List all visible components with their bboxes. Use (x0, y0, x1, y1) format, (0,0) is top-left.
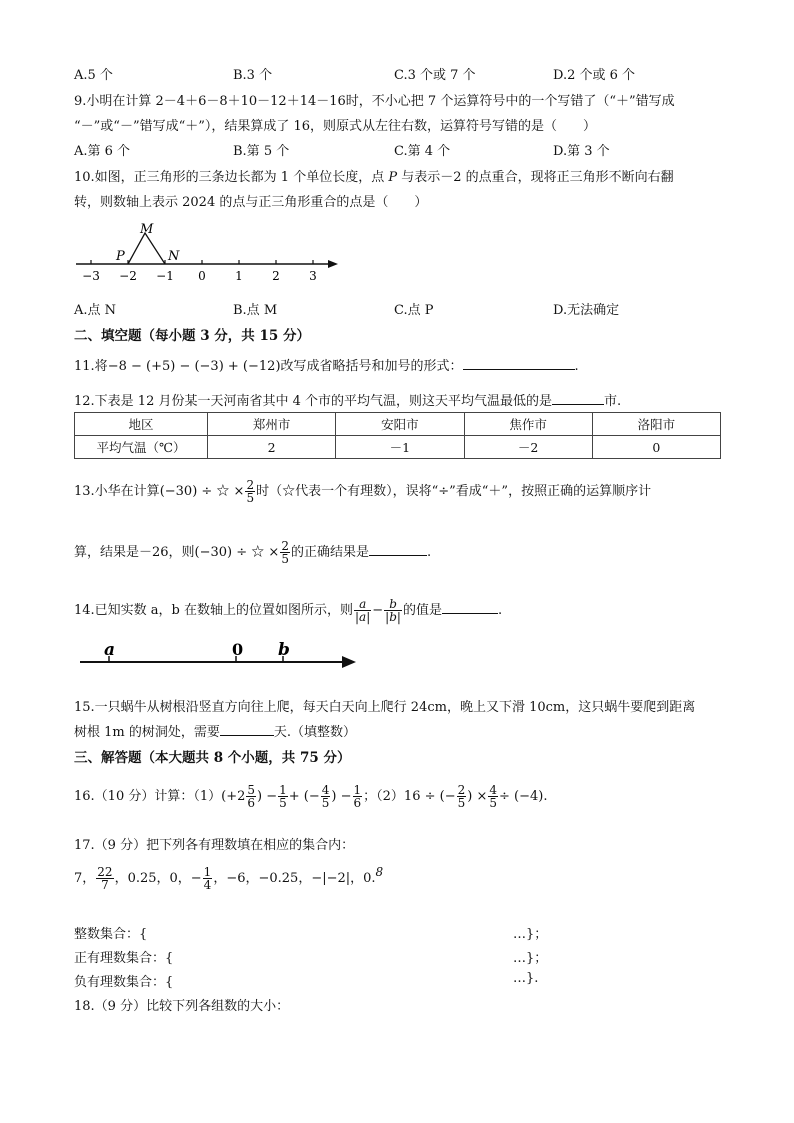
q10-tick-label: 2 (272, 269, 280, 283)
q10-tick-label: 3 (309, 269, 317, 283)
vertex-label-p: P (116, 249, 125, 264)
q13-answer-blank[interactable] (369, 555, 427, 556)
q14-number-line-figure (76, 636, 361, 670)
point-label-b: b (278, 640, 290, 660)
q9-line-2: “－”或“－”错写成“＋”），结果算成了 16，则原式从左往右数，运算符号写错的是（ ） (74, 119, 597, 134)
q10-tick-label: −3 (82, 269, 100, 283)
table-header-cell: 郑州市 (208, 413, 336, 436)
q8-option-b: B.3 个 (233, 68, 273, 83)
q17-positive-set: 正有理数集合：{ (74, 951, 174, 966)
q10-line-2: 转，则数轴上表示 2024 的点与正三角形重合的点是（ ） (74, 195, 428, 210)
q15-line-1: 15.一只蜗牛从树根沿竖直方向往上爬，每天白天向上爬行 24cm，晚上又下滑 10cm，这只蜗牛要爬到距离 (74, 700, 696, 715)
table-cell: 0 (592, 436, 720, 459)
q12-answer-blank[interactable] (552, 404, 604, 405)
table-header-row (75, 413, 721, 436)
vertex-label-m: M (140, 222, 154, 237)
point-label-a: a (104, 640, 116, 660)
q10-line-1: 10.如图，正三角形的三条边长都为 1 个单位长度，点 P 与表示－2 的点重合，现将正三角形不断向右翻 (74, 170, 674, 185)
q17-positive-set-end: …}； (513, 951, 548, 966)
q17-negative-set: 负有理数集合：{ (74, 975, 174, 990)
q10-option-b: B.点 M (233, 303, 278, 318)
q17-integer-set-end: …}； (513, 927, 548, 942)
q11: 11.将−8 − (+5) − (−3) + (−12)改写成省略括号和加号的形式： . (74, 359, 579, 374)
q17-integer-set: 整数集合：{ (74, 927, 148, 942)
q9-line-1: 9.小明在计算 2－4＋6－8＋10－12＋14－16时，不小心把 7 个运算符号中的一个写错了（“＋”错写成 (74, 94, 675, 109)
q10-option-c: C.点 P (394, 303, 434, 318)
q13-line-2: 算，结果是－26，则(−30) ÷ ☆ × $\frac{2}{5}$ 的正确结果是 . (74, 539, 432, 566)
q17-negative-set-end: …}. (513, 971, 539, 986)
q17-title: 17.（9 分）把下列各有理数填在相应的集合内： (74, 838, 355, 853)
q18-title: 18.（9 分）比较下列各组数的大小： (74, 999, 290, 1014)
q10-tick-label: −2 (119, 269, 137, 283)
q10-tick-label: 1 (235, 269, 243, 283)
q8-option-a: A.5 个 (74, 68, 113, 83)
q9-option-c: C.第 4 个 (394, 144, 451, 159)
q10-option-d: D.无法确定 (553, 303, 620, 318)
q8-option-c: C.3 个或 7 个 (394, 68, 476, 83)
q15-line-2: 树根 1m 的树洞处，需要 天.（填整数） (74, 725, 357, 740)
q11-answer-blank[interactable] (463, 369, 575, 370)
q10-option-a: A.点 N (74, 303, 117, 318)
q10-number-line-figure (70, 218, 350, 286)
vertex-label-n: N (168, 249, 180, 264)
q10-tick-label: −1 (156, 269, 174, 283)
q15-answer-blank[interactable] (220, 735, 274, 736)
section-2-heading: 二、填空题（每小题 3 分，共 15 分） (74, 328, 310, 344)
q8-option-d: D.2 个或 6 个 (553, 68, 636, 83)
table-cell: 平均气温（℃） (75, 436, 208, 459)
table-cell: －1 (336, 436, 464, 459)
q14: 14.已知实数 a，b 在数轴上的位置如图所示，则 $\frac{a}{|a|}$ − $\frac{b}{|b|}$ 的值是 . (74, 597, 503, 624)
section-3-heading: 三、解答题（本大题共 8 个小题，共 75 分） (74, 750, 351, 766)
origin-label: 0 (232, 640, 244, 659)
q13-line-1: 13.小华在计算(−30) ÷ ☆ × $\frac{2}{5}$ 时（☆代表一个有理数），误将“÷”看成“＋”，按照正确的运算顺序计 (74, 478, 652, 505)
table-cell: 2 (208, 436, 336, 459)
q9-option-a: A.第 6 个 (74, 144, 131, 159)
q17-number-list: 7， $\frac{22}{7}$ ，0.25，0，− $\frac{1}{4}$ ，−6，−0.25，−|−2|，0.8 (74, 865, 384, 892)
q16: 16.（10 分）计算：（1）(+2 $\frac{5}{6}$ ) − $\frac{1}{5}$ + (− $\frac{4}{5}$ ) − $\frac{1}{6}$ ；（2）16 ÷ (− $\frac{2}{5}$ ) × $\frac{4}{5}$ ÷ (−4). (74, 783, 548, 810)
q9-option-d: D.第 3 个 (553, 144, 610, 159)
table-header-cell: 安阳市 (336, 413, 464, 436)
table-cell: －2 (464, 436, 592, 459)
table-header-cell: 焦作市 (464, 413, 592, 436)
q12-temperature-table (74, 412, 721, 459)
q14-answer-blank[interactable] (442, 613, 498, 614)
table-header-cell: 地区 (75, 413, 208, 436)
q9-option-b: B.第 5 个 (233, 144, 290, 159)
table-row (75, 436, 721, 459)
table-header-cell: 洛阳市 (592, 413, 720, 436)
q12: 12.下表是 12 月份某一天河南省其中 4 个市的平均气温，则这天平均气温最低的是 市. (74, 394, 622, 409)
q10-tick-label: 0 (198, 269, 206, 283)
